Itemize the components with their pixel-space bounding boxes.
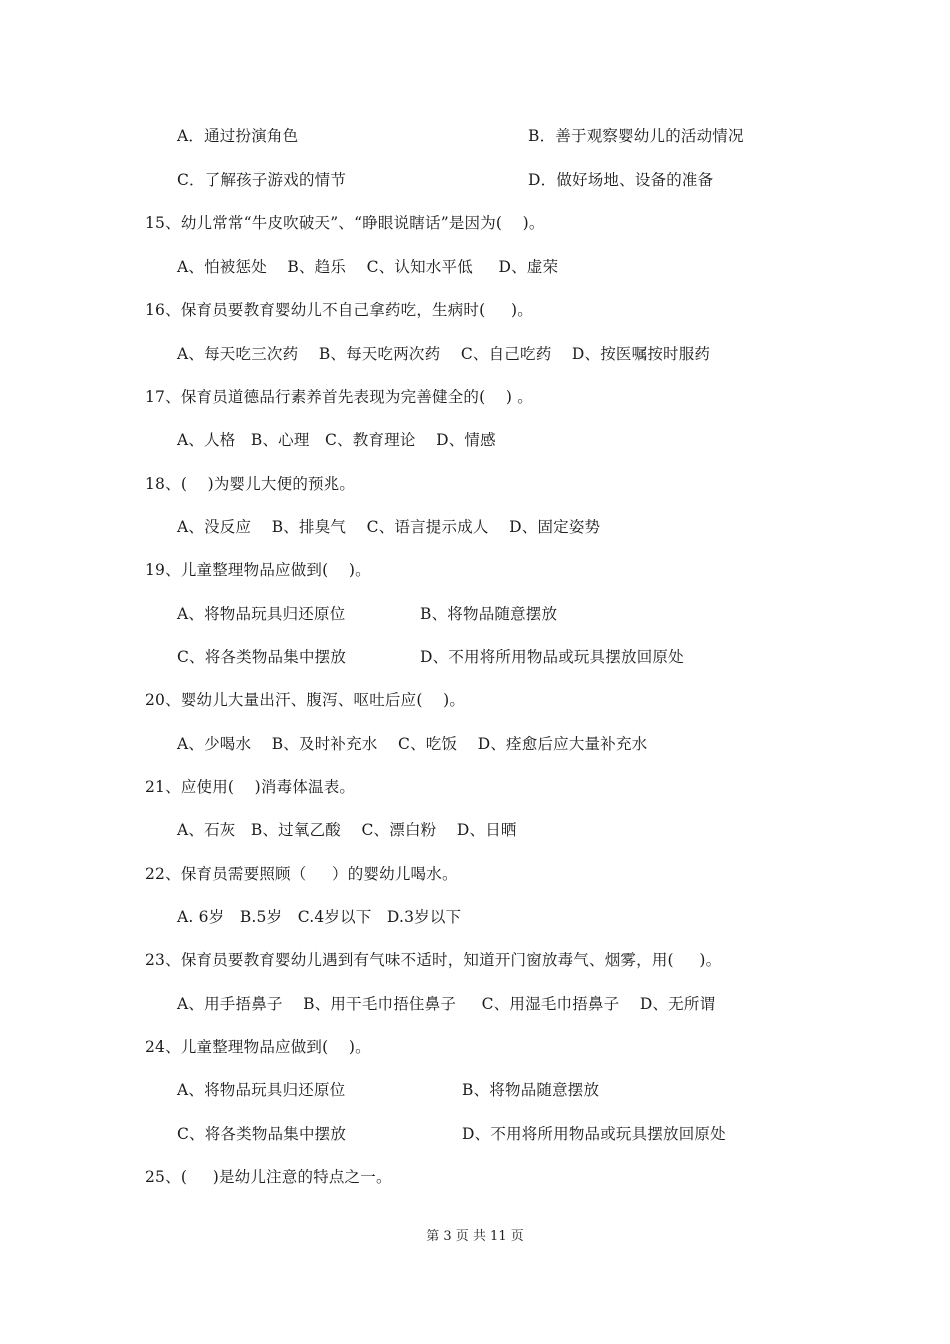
question-20: 20、婴幼儿大量出汗、腹泻、呕吐后应( )。	[145, 691, 466, 709]
option-24-b: B、将物品随意摆放	[462, 1081, 600, 1099]
options-20: A、少喝水 B、及时补充水 C、吃饭 D、痊愈后应大量补充水	[177, 735, 648, 753]
question-22: 22、保育员需要照顾（ ）的婴幼儿喝水。	[145, 865, 458, 883]
question-23: 23、保育员要教育婴幼儿遇到有气味不适时，知道开门窗放毒气、烟雾，用( )。	[145, 951, 722, 969]
options-15: A、怕被惩处 B、趋乐 C、认知水平低 D、虚荣	[177, 258, 559, 276]
question-19: 19、儿童整理物品应做到( )。	[145, 561, 371, 579]
options-16: A、每天吃三次药 B、每天吃两次药 C、自己吃药 D、按医嘱按时服药	[177, 345, 711, 363]
option-24-d: D、不用将所用物品或玩具摆放回原处	[462, 1125, 726, 1143]
option-19-b: B、将物品随意摆放	[420, 605, 558, 623]
options-17: A、人格 B、心理 C、教育理论 D、情感	[177, 431, 496, 449]
option-24-a: A、将物品玩具归还原位	[177, 1081, 346, 1099]
question-15: 15、幼儿常常“牛皮吹破天”、“睁眼说瞎话”是因为( )。	[145, 214, 545, 232]
question-18: 18、( )为婴儿大便的预兆。	[145, 475, 356, 493]
option-19-a: A、将物品玩具归还原位	[177, 605, 346, 623]
option-14-a: A．通过扮演角色	[177, 127, 299, 145]
option-14-c: C．了解孩子游戏的情节	[177, 171, 347, 189]
question-17: 17、保育员道德品行素养首先表现为完善健全的( ) 。	[145, 388, 533, 406]
options-22: A. 6岁 B.5岁 C.4岁以下 D.3岁以下	[177, 908, 462, 926]
question-21: 21、应使用( )消毒体温表。	[145, 778, 356, 796]
option-14-b: B．善于观察婴幼儿的活动情况	[528, 127, 744, 145]
option-19-c: C、将各类物品集中摆放	[177, 648, 347, 666]
question-16: 16、保育员要教育婴幼儿不自己拿药吃，生病时( )。	[145, 301, 533, 319]
options-23: A、用手捂鼻子 B、用干毛巾捂住鼻子 C、用湿毛巾捂鼻子 D、无所谓	[177, 995, 716, 1013]
options-18: A、没反应 B、排臭气 C、语言提示成人 D、固定姿势	[177, 518, 601, 536]
question-24: 24、儿童整理物品应做到( )。	[145, 1038, 371, 1056]
question-25: 25、( )是幼儿注意的特点之一。	[145, 1168, 392, 1186]
options-21: A、石灰 B、过氧乙酸 C、漂白粉 D、日晒	[177, 821, 517, 839]
page-footer: 第 3 页 共 11 页	[426, 1229, 524, 1244]
option-24-c: C、将各类物品集中摆放	[177, 1125, 347, 1143]
option-19-d: D、不用将所用物品或玩具摆放回原处	[420, 648, 684, 666]
option-14-d: D．做好场地、设备的准备	[528, 171, 714, 189]
